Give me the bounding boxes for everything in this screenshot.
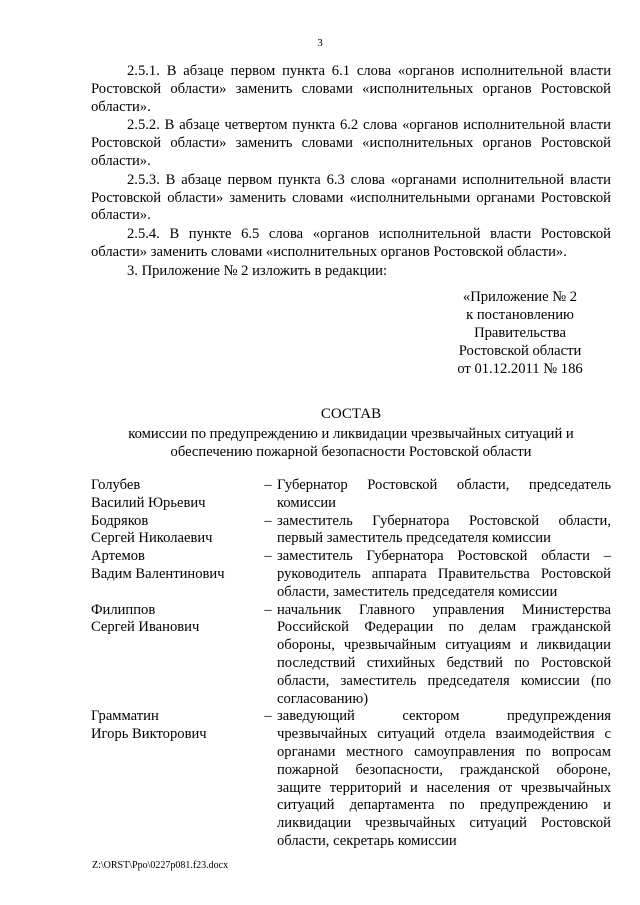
member-dash: – — [264, 601, 272, 618]
paragraph-3: 3. Приложение № 2 изложить в редакции: — [127, 262, 388, 279]
member-given-name: Василий Юрьевич — [91, 494, 206, 511]
appendix-line: Правительства — [474, 325, 566, 341]
member-given-name: Игорь Викторович — [91, 726, 207, 743]
composition-title: СОСТАВ — [320, 406, 382, 422]
paragraph-2-5-1: 2.5.1. В абзаце первом пункта 6.1 слова «органов исполнительной власти Ростовской области» заменить словами «исполнительных органов Ростовской области». — [91, 63, 611, 115]
member-role: заместитель Губернатора Ростовской области – руководитель аппарата Правительства Ростовской области, заместитель председателя комиссии — [277, 548, 611, 600]
member-surname: Артемов — [91, 548, 145, 565]
member-role: заместитель Губернатора Ростовской области, первый заместитель председателя комиссии — [277, 512, 611, 547]
member-dash: – — [264, 477, 272, 493]
member-surname: Филиппов — [91, 601, 156, 618]
file-path-footer: Z:\ORST\Ppo\0227p081.f23.docx — [92, 860, 229, 871]
paragraph-2-5-3: 2.5.3. В абзаце первом пункта 6.3 слова «органами исполнительной власти Ростовской области» заменить словами «исполнительными органами Ростовской области». — [91, 171, 611, 224]
member-given-name: Сергей Николаевич — [91, 530, 213, 547]
composition-subtitle: комиссии по предупреждению и ликвидации чрезвычайных ситуаций и обеспечению пожарной безопасности Ростовской области — [128, 426, 574, 460]
member-name — [91, 477, 259, 513]
page-number: 3 — [317, 37, 323, 49]
member-row — [91, 548, 611, 601]
member-surname: Голубев — [91, 477, 141, 493]
member-surname: Грамматин — [91, 708, 159, 725]
member-role: заведующий сектором предупреждения чрезвычайных ситуаций отдела взаимодействия с органами местного самоуправления по вопросам пожарной безопасности, гражданской обороне, защите территорий и населения от чрезвычайных ситуаций департамента по предупреждению и ликвидации чрезвычайных ситуаций Ростовской области, секретарь комиссии — [277, 708, 611, 849]
appendix-line: к постановлению — [466, 307, 574, 323]
paragraph-2-5-2: 2.5.2. В абзаце четвертом пункта 6.2 слова «органов исполнительной власти Ростовской области» заменить словами «исполнительных органов Ростовской области». — [91, 117, 611, 169]
member-row — [91, 708, 611, 850]
members-list — [91, 477, 611, 851]
member-dash: – — [264, 548, 272, 565]
member-dash: – — [264, 512, 272, 529]
member-given-name: Сергей Иванович — [91, 619, 200, 636]
paragraph-2-5-4: 2.5.4. В пункте 6.5 слова «органов исполнительной власти Ростовской области» заменить словами «исполнительных органов Ростовской области». — [91, 226, 611, 260]
member-row — [91, 477, 611, 513]
member-given-name: Вадим Валентинович — [91, 565, 225, 582]
member-role: Губернатор Ростовской области, председатель комиссии — [277, 477, 611, 511]
member-role: начальник Главного управления Министерства Российской Федерации по делам гражданской обороны, чрезвычайным ситуациям и ликвидации последствий стихийных бедствий по Ростовской области, заместитель председателя комиссии (по согласованию) — [277, 601, 611, 707]
appendix-line: «Приложение № 2 — [462, 289, 578, 305]
member-name — [91, 708, 259, 850]
member-name — [91, 602, 259, 709]
appendix-line: от 01.12.2011 № 186 — [457, 361, 583, 377]
member-dash: – — [264, 708, 272, 725]
member-row — [91, 513, 611, 549]
appendix-header — [440, 288, 600, 378]
member-name — [91, 513, 259, 549]
member-surname: Бодряков — [91, 512, 149, 529]
amendment-text — [91, 63, 611, 282]
member-name — [91, 548, 259, 601]
member-row — [91, 602, 611, 709]
appendix-line: Ростовской области — [458, 343, 582, 359]
